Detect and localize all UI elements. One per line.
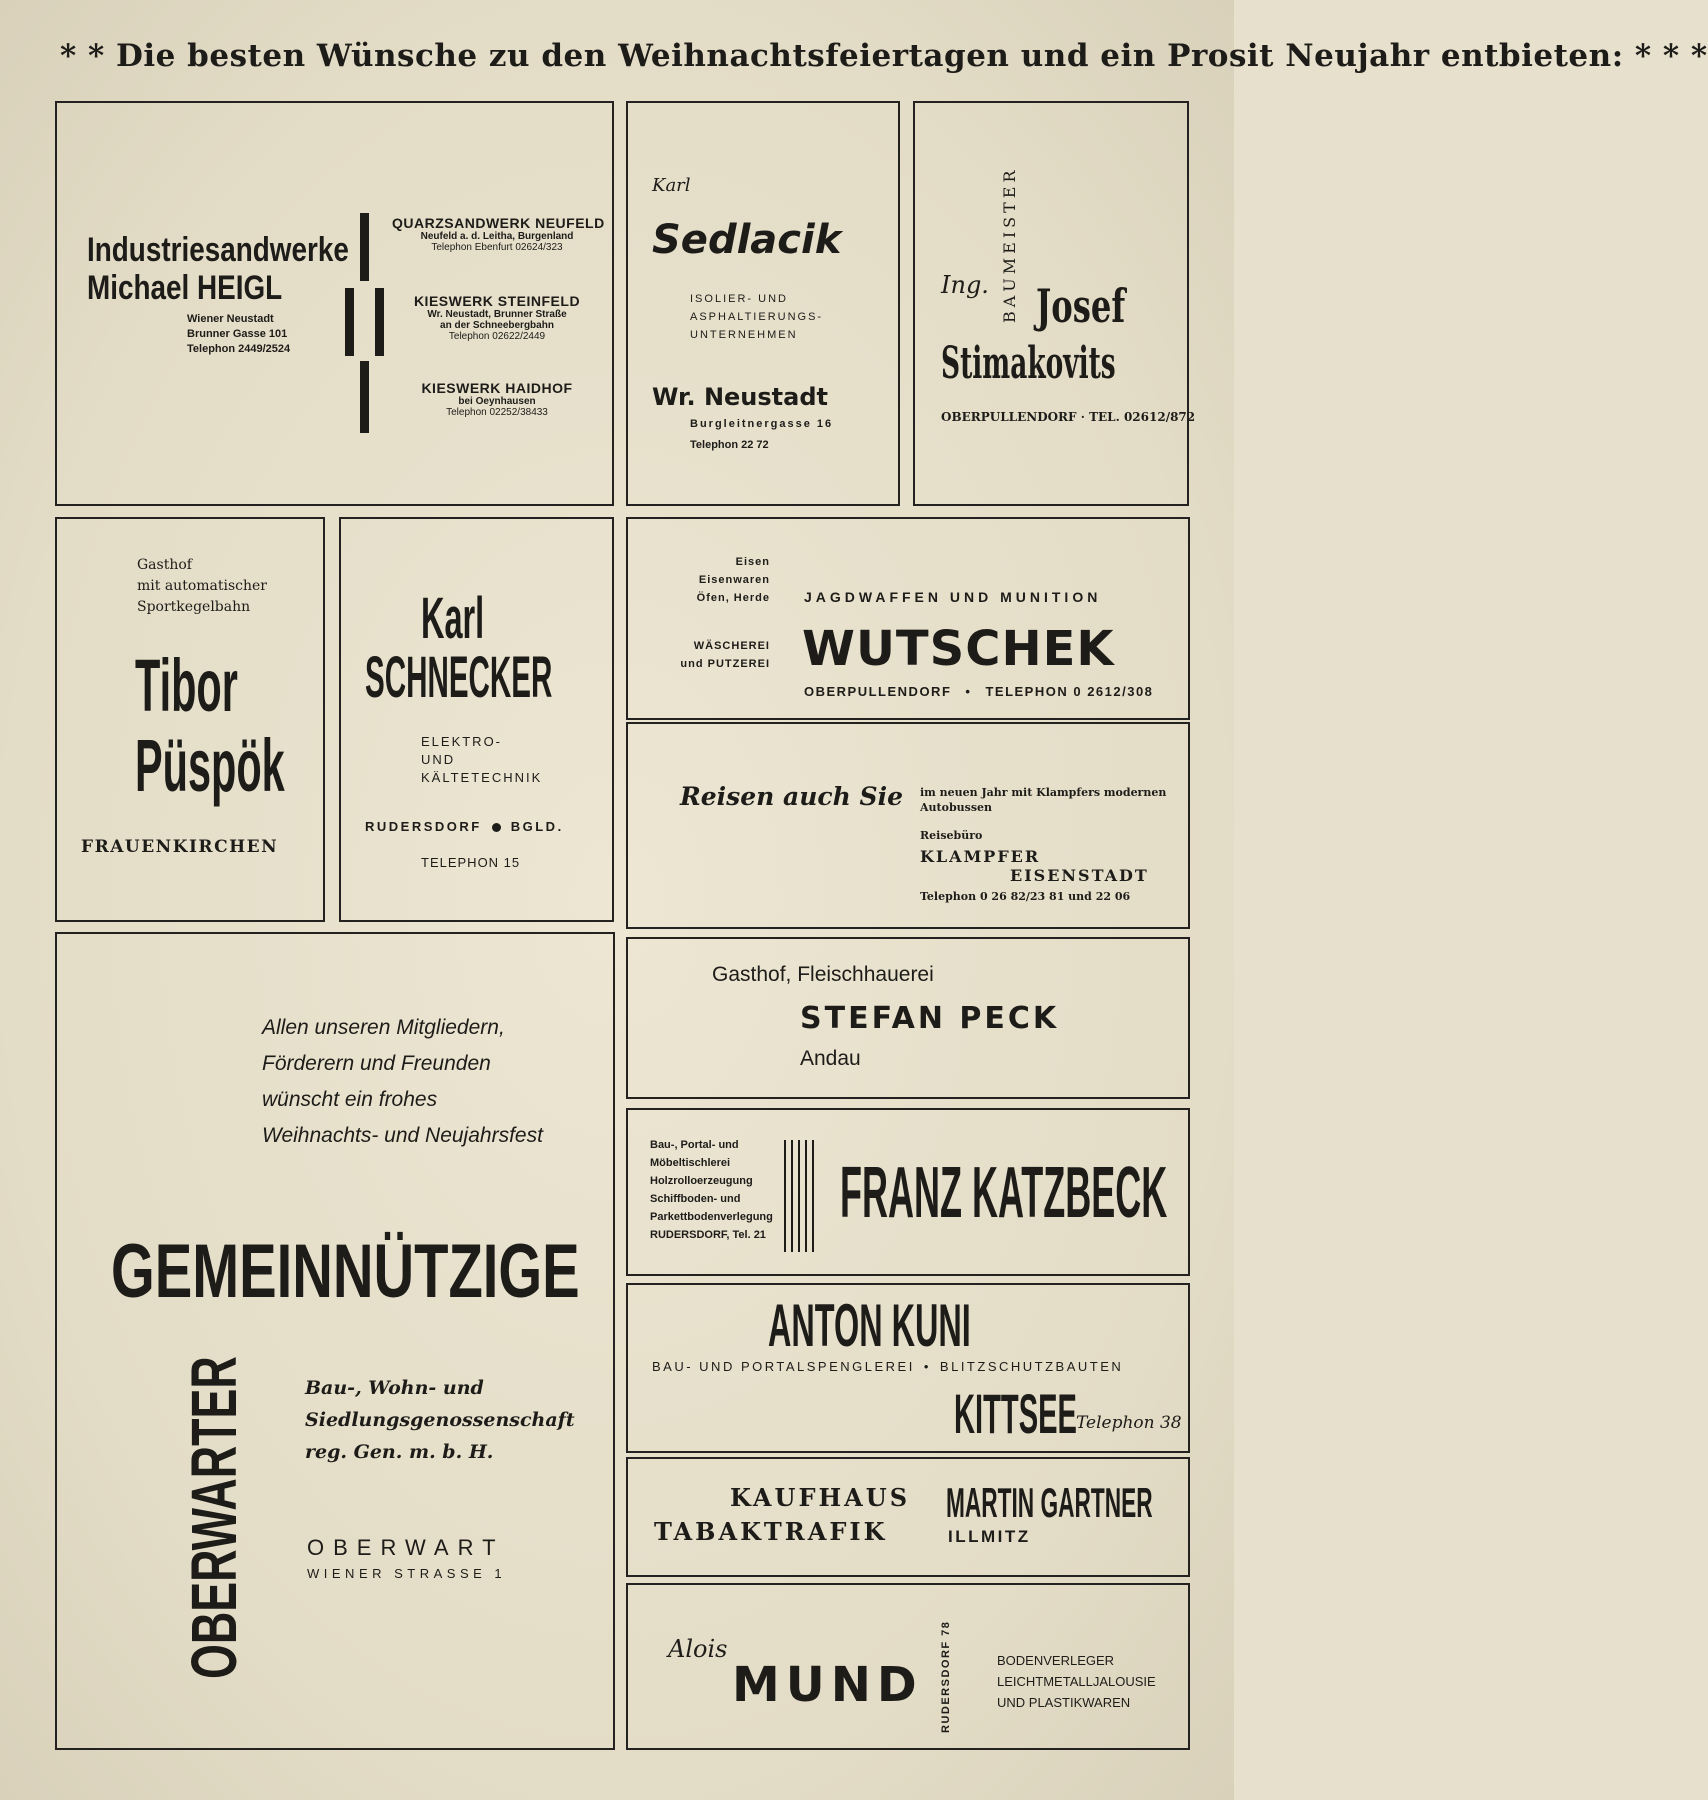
puspok-line3: Sportkegelbahn bbox=[137, 599, 251, 615]
klampfer-city: EISENSTADT bbox=[1010, 866, 1149, 885]
wutschek-phone: TELEPHON 0 2612/308 bbox=[985, 684, 1154, 699]
ad-oberwarter bbox=[55, 932, 615, 1750]
sedlacik-line2: ASPHALTIERUNGS- bbox=[690, 311, 824, 323]
sedlacik-line1: ISOLIER- UND bbox=[690, 293, 788, 305]
mund-first-name: Alois bbox=[668, 1635, 728, 1663]
katzbeck-line3: Holzrolloerzeugung bbox=[650, 1175, 753, 1187]
oberwarter-greeting-line3: wünscht ein frohes bbox=[262, 1088, 438, 1111]
heigl-works-1 bbox=[392, 215, 605, 253]
wutschek-city: OBERPULLENDORF bbox=[804, 684, 952, 699]
schnecker-region: BGLD. bbox=[510, 819, 564, 834]
schnecker-last-name: SCHNECKER bbox=[365, 645, 553, 710]
peck-name: STEFAN PECK bbox=[800, 1001, 1060, 1036]
wutschek-line4: WÄSCHEREI bbox=[693, 640, 770, 652]
ad-mund bbox=[626, 1583, 1190, 1750]
schnecker-city: RUDERSDORF bbox=[365, 819, 482, 834]
ad-peck bbox=[626, 937, 1190, 1099]
katzbeck-line6: RUDERSDORF, Tel. 21 bbox=[650, 1229, 766, 1241]
heigl-works-1-address: Neufeld a. d. Leitha, Burgenland bbox=[420, 231, 574, 242]
sedlacik-city: Wr. Neustadt bbox=[652, 383, 828, 411]
oberwarter-street: WIENER STRASSE 1 bbox=[307, 1566, 507, 1581]
kuni-tagline-2: BLITZSCHUTZBAUTEN bbox=[939, 1359, 1124, 1374]
heigl-works-3-name: KIESWERK HAIDHOF bbox=[421, 380, 573, 396]
mund-last-name: MUND bbox=[732, 1657, 923, 1713]
gartner-line2: TABAKTRAFIK bbox=[654, 1517, 888, 1546]
heigl-works-3-address: bei Oeynhausen bbox=[458, 396, 536, 407]
mund-line2: LEICHTMETALLJALOUSIE bbox=[997, 1674, 1156, 1689]
puspok-first-name: Tibor bbox=[135, 644, 238, 727]
sedlacik-phone: Telephon 22 72 bbox=[690, 439, 769, 451]
wutschek-line1: Eisen bbox=[735, 556, 770, 568]
schnecker-address bbox=[365, 819, 564, 834]
kuni-phone: Telephon 38 bbox=[1076, 1413, 1182, 1433]
ad-katzbeck bbox=[626, 1108, 1190, 1276]
oberwarter-greeting-line1: Allen unseren Mitgliedern, bbox=[262, 1016, 505, 1039]
oberwarter-big-heading: GEMEINNÜTZIGE bbox=[111, 1229, 580, 1314]
heigl-works-3 bbox=[392, 380, 602, 418]
heigl-divider-bar bbox=[360, 361, 369, 433]
klampfer-line2: Autobussen bbox=[920, 801, 993, 814]
katzbeck-rule bbox=[798, 1140, 800, 1252]
klampfer-line3: Reisebüro bbox=[920, 829, 983, 842]
heigl-works-2 bbox=[392, 293, 602, 342]
sedlacik-name: Sedlacik bbox=[652, 217, 842, 263]
wutschek-goods bbox=[648, 553, 770, 607]
katzbeck-rule bbox=[812, 1140, 814, 1252]
page-headline: * * Die besten Wünsche zu den Weihnachtsfeiertagen und ein Prosit Neujahr entbieten: * * * bbox=[60, 38, 1708, 74]
peck-line1: Gasthof, Fleischhauerei bbox=[712, 963, 934, 986]
mund-vertical-address: RUDERSDORF 78 bbox=[940, 1620, 952, 1733]
wutschek-line2: Eisenwaren bbox=[698, 574, 770, 586]
katzbeck-line5: Parkettbodenverlegung bbox=[650, 1211, 773, 1223]
katzbeck-services bbox=[650, 1136, 773, 1244]
gartner-city: ILLMITZ bbox=[948, 1527, 1031, 1546]
ad-gartner bbox=[626, 1457, 1190, 1577]
ad-sedlacik bbox=[626, 101, 900, 506]
ad-heigl bbox=[55, 101, 614, 506]
heigl-title-line2: Michael HEIGL bbox=[87, 269, 283, 307]
katzbeck-name: FRANZ KATZBECK bbox=[840, 1153, 1168, 1233]
klampfer-line1: im neuen Jahr mit Klampfers modernen bbox=[920, 786, 1167, 799]
oberwarter-type-line2: Siedlungsgenossenschaft bbox=[305, 1409, 575, 1431]
gartner-name: MARTIN GARTNER bbox=[946, 1479, 1153, 1526]
heigl-address-city: Wiener Neustadt bbox=[187, 313, 274, 325]
heigl-works-2-phone: Telephon 02622/2449 bbox=[448, 331, 546, 342]
kuni-tagline-1: BAU- UND PORTALSPENGLEREI bbox=[652, 1359, 915, 1374]
katzbeck-line4: Schiffboden- und bbox=[650, 1193, 741, 1205]
heigl-divider-bar bbox=[375, 288, 384, 356]
stimakovits-last-name: Stimakovits bbox=[941, 338, 1116, 389]
stimakovits-vertical-title: BAUMEISTER bbox=[1000, 166, 1019, 323]
heigl-title-line1: Industriesandwerke bbox=[87, 231, 349, 269]
heigl-works-1-phone: Telephon Ebenfurt 02624/323 bbox=[431, 242, 563, 253]
puspok-last-name: Püspök bbox=[135, 724, 285, 807]
stimakovits-title: Ing. bbox=[941, 271, 989, 299]
stimakovits-address: OBERPULLENDORF · TEL. 02612/872 bbox=[941, 410, 1196, 424]
sedlacik-first-name: Karl bbox=[652, 175, 691, 196]
katzbeck-rule bbox=[791, 1140, 793, 1252]
peck-city: Andau bbox=[800, 1047, 861, 1070]
stimakovits-first-name: Josef bbox=[1036, 279, 1126, 333]
wutschek-tagline: JAGDWAFFEN UND MUNITION bbox=[804, 589, 1102, 605]
katzbeck-line2: Möbeltischlerei bbox=[650, 1157, 731, 1169]
oberwarter-city: OBERWART bbox=[307, 1535, 505, 1560]
wutschek-services bbox=[648, 637, 770, 673]
ad-kuni bbox=[626, 1283, 1190, 1453]
sedlacik-line3: UNTERNEHMEN bbox=[690, 329, 798, 341]
schnecker-line1: ELEKTRO- bbox=[421, 734, 503, 749]
katzbeck-rule bbox=[805, 1140, 807, 1252]
ad-wutschek bbox=[626, 517, 1190, 720]
katzbeck-rule bbox=[784, 1140, 786, 1252]
oberwarter-greeting bbox=[262, 1010, 543, 1154]
sedlacik-street: Burgleitnergasse 16 bbox=[690, 418, 834, 430]
ad-stimakovits bbox=[913, 101, 1196, 506]
katzbeck-line1: Bau-, Portal- und bbox=[650, 1139, 739, 1151]
oberwarter-greeting-line2: Förderern und Freunden bbox=[262, 1052, 491, 1075]
puspok-line1: Gasthof bbox=[137, 557, 192, 573]
kuni-name: ANTON KUNI bbox=[768, 1292, 971, 1359]
klampfer-name: KLAMPFER bbox=[920, 847, 1041, 866]
heigl-works-3-phone: Telephon 02252/38433 bbox=[446, 407, 548, 418]
gartner-line1: KAUFHAUS bbox=[730, 1483, 911, 1512]
mund-line1: BODENVERLEGER bbox=[997, 1653, 1115, 1668]
klampfer-phone: Telephon 0 26 82/23 81 und 22 06 bbox=[920, 890, 1131, 903]
mund-line3: UND PLASTIKWAREN bbox=[997, 1695, 1131, 1710]
heigl-address-street: Brunner Gasse 101 bbox=[187, 328, 288, 340]
kuni-tagline bbox=[652, 1359, 1123, 1374]
heigl-address-phone: Telephon 2449/2524 bbox=[187, 343, 291, 355]
puspok-city: FRAUENKIRCHEN bbox=[81, 837, 279, 857]
heigl-works-1-name: QUARZSANDWERK NEUFELD bbox=[392, 215, 605, 231]
puspok-line2: mit automatischer bbox=[137, 578, 267, 594]
ad-schnecker bbox=[339, 517, 614, 922]
ad-puspok bbox=[55, 517, 325, 922]
heigl-divider-bar bbox=[360, 213, 369, 281]
heigl-divider-bar bbox=[345, 288, 354, 356]
oberwarter-vertical-name: OBERWARTER bbox=[178, 1356, 250, 1679]
schnecker-line2: UND bbox=[421, 752, 456, 767]
wutschek-address bbox=[804, 684, 1153, 699]
bullet-icon: • bbox=[965, 684, 972, 699]
heigl-works-2-address2: an der Schneebergbahn bbox=[440, 320, 554, 331]
oberwarter-greeting-line4: Weihnachts- und Neujahrsfest bbox=[262, 1124, 543, 1147]
heigl-works-2-address: Wr. Neustadt, Brunner Straße bbox=[427, 309, 567, 320]
klampfer-headline: Reisen auch Sie bbox=[680, 782, 903, 811]
oberwarter-type-line1: Bau-, Wohn- und bbox=[305, 1377, 484, 1399]
heigl-works-2-name: KIESWERK STEINFELD bbox=[413, 293, 581, 309]
wutschek-line3: Öfen, Herde bbox=[696, 592, 770, 604]
wutschek-name: WUTSCHEK bbox=[802, 621, 1115, 677]
ad-klampfer bbox=[626, 722, 1190, 929]
oberwarter-type bbox=[305, 1372, 575, 1468]
bullet-icon: • bbox=[923, 1359, 931, 1374]
schnecker-line3: KÄLTETECHNIK bbox=[421, 770, 543, 785]
schnecker-first-name: Karl bbox=[421, 586, 485, 651]
wutschek-line5: und PUTZEREI bbox=[680, 658, 770, 670]
oberwarter-type-line3: reg. Gen. m. b. H. bbox=[305, 1441, 494, 1463]
bullet-icon bbox=[492, 823, 501, 832]
kuni-city: KITTSEE bbox=[954, 1382, 1077, 1445]
schnecker-phone: TELEPHON 15 bbox=[421, 855, 521, 870]
